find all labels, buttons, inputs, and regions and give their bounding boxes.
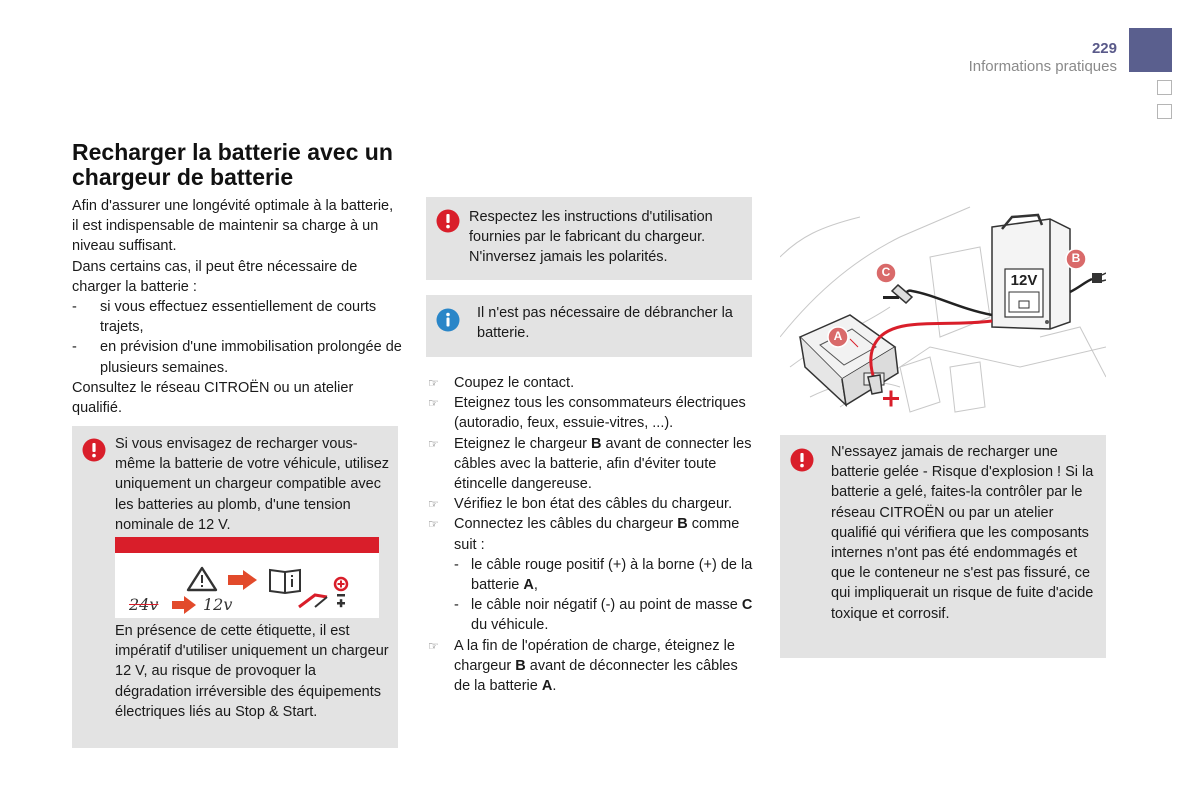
info-text: Il n'est pas nécessaire de débrancher la batterie. xyxy=(477,305,733,342)
procedure-steps xyxy=(426,373,756,696)
chapter-tab-active xyxy=(1129,28,1172,72)
triangle-warning-icon xyxy=(188,568,216,590)
arrow-right-icon xyxy=(228,570,257,590)
intro-text xyxy=(72,196,402,418)
list-item: - en prévision d'une immobilisation prolongée de plusieurs semaines. xyxy=(72,339,402,376)
chapter-tab xyxy=(1157,80,1172,95)
section-title: Informations pratiques xyxy=(968,58,1117,75)
list-item: ☞ Connectez les câbles du chargeur B comme suit : xyxy=(428,516,740,553)
bullet-icon: ☞ xyxy=(428,638,439,653)
charger-illustration xyxy=(780,197,1106,420)
list-item-text: en prévision d'une immobilisation prolongée de plusieurs semaines. xyxy=(100,339,402,376)
warning-text: Si vous envisagez de recharger vous-même la batterie de votre véhicule, utilisez uniquement un chargeur compatible avec les batteries au plomb, d'une tension nominale de 12 V. xyxy=(115,436,390,533)
page-number: 229 xyxy=(1091,40,1117,57)
intro-paragraph: Consultez le réseau CITROËN ou un atelier qualifié. xyxy=(72,379,354,417)
bullet-icon: ☞ xyxy=(428,517,439,532)
info-icon xyxy=(436,308,460,332)
mains-plug xyxy=(1070,273,1106,292)
label-voltage-to: 12v xyxy=(203,595,233,614)
list-item-text: si vous effectuez essentiellement de courts trajets, xyxy=(100,299,377,336)
voltage-label-image xyxy=(115,537,379,618)
arrow-right-icon xyxy=(172,596,196,614)
info-box-disconnect xyxy=(426,295,752,357)
list-item: ☞ Vérifiez le bon état des câbles du chargeur. xyxy=(426,494,756,514)
battery-charger-diagram xyxy=(780,197,1106,420)
list-item: ☞ Coupez le contact. xyxy=(426,373,756,393)
battery-a xyxy=(800,315,898,405)
charger-voltage-label: 12V xyxy=(1010,272,1038,289)
callout-c-label: C xyxy=(881,265,891,279)
warning-box-frozen xyxy=(780,435,1106,658)
list-item: ☞ A la fin de l'opération de charge, éteignez le chargeur B avant de déconnecter les câbles de la batterie A. xyxy=(428,637,738,695)
warning-icon xyxy=(436,209,460,233)
battery-clamps-icon xyxy=(299,578,347,607)
bullet-icon: ☞ xyxy=(428,396,439,411)
intro-paragraph: Afin d'assurer une longévité optimale à la batterie, il est indispensable de maintenir sa charge à un niveau suffisant. xyxy=(72,198,394,255)
callout-a-label: A xyxy=(833,329,843,343)
intro-paragraph: Dans certains cas, il peut être nécessaire de charger la batterie : xyxy=(72,258,358,295)
list-item: ☞ Eteignez tous les consommateurs électriques (autoradio, feux, essuie-vitres, ...). xyxy=(428,395,746,432)
warning-text: N'essayez jamais de recharger une batterie gelée - Risque d'explosion ! Si la batterie a gelé, faites-la contrôler par le réseau CITROËN ou par un atelier qualifié qui vérifiera que les composants internes n'ont pas été endommagés et que le conteneur ne s'est pas fissuré, ce qui impliquerait un risque de fuite d'acide toxique et corrosif. xyxy=(831,444,1094,622)
warning-icon xyxy=(790,448,814,472)
warning-icon xyxy=(82,438,106,462)
ground-clamp xyxy=(883,285,912,303)
label-voltage-from: 24v xyxy=(129,595,159,614)
chapter-tab xyxy=(1157,104,1172,119)
warning-box-instructions xyxy=(426,197,752,280)
warning-box-voltage xyxy=(72,426,398,748)
list-item: ☞ Eteignez le chargeur B avant de connecter les câbles avec la batterie, afin d'éviter toute étincelle dangereuse. xyxy=(428,435,752,493)
bullet-icon: ☞ xyxy=(428,376,439,390)
sub-list-item: - le câble noir négatif (-) au point de masse C du véhicule. xyxy=(454,597,753,634)
manual-book-icon xyxy=(270,570,300,593)
bullet-icon: ☞ xyxy=(428,497,439,512)
bullet-icon: ☞ xyxy=(428,436,439,451)
page-title: Recharger la batterie avec un chargeur de batterie xyxy=(72,139,393,190)
callout-b-label: B xyxy=(1071,251,1081,265)
sub-list-item: - le câble rouge positif (+) à la borne (+) de la batterie A, xyxy=(454,556,753,594)
warning-text: Respectez les instructions d'utilisation fournies par le fabricant du chargeur. N'inversez jamais les polarités. xyxy=(469,209,713,266)
warning-text-after: En présence de cette étiquette, il est impératif d'utiliser uniquement un chargeur 12 V, au risque de provoquer la dégradation irréversible des équipements électriques liés au Stop & Start. xyxy=(115,623,389,720)
list-item: - si vous effectuez essentiellement de courts trajets, xyxy=(72,299,377,336)
